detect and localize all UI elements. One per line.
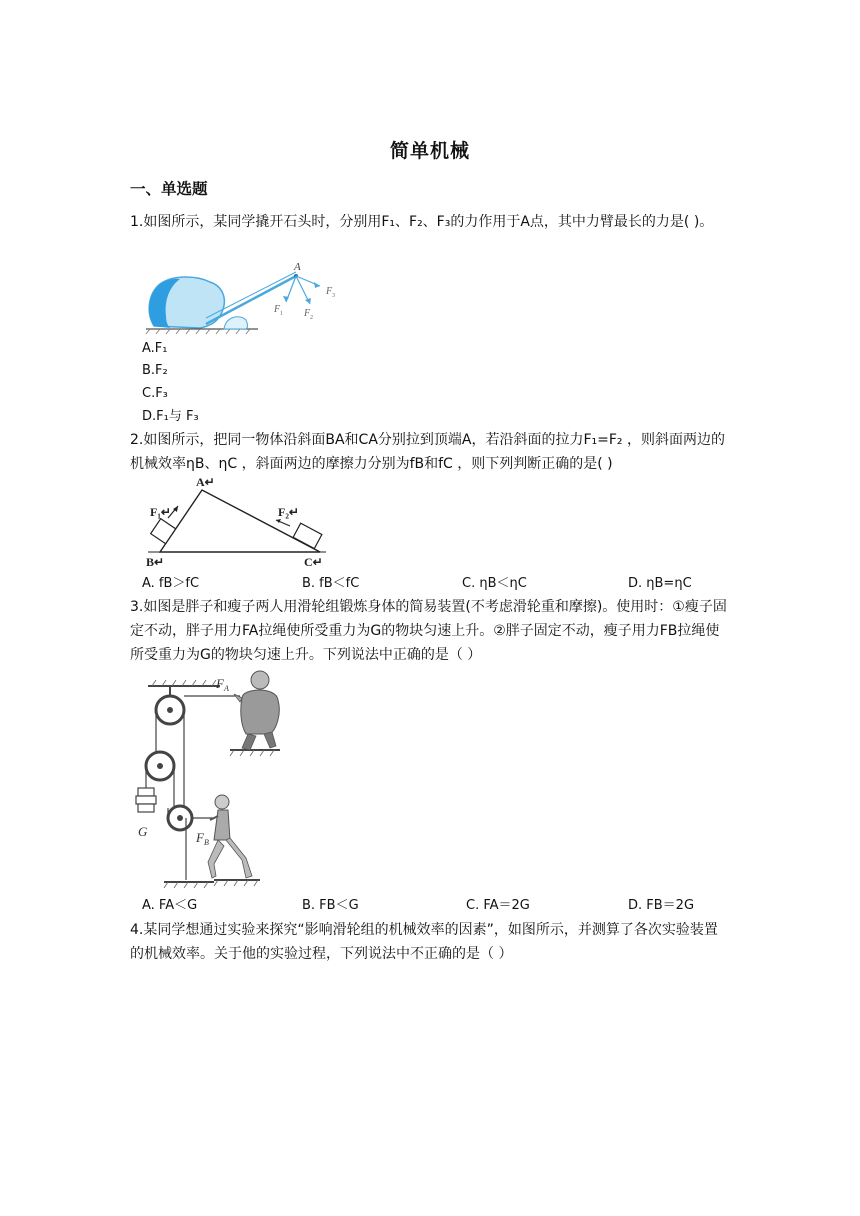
- q1-option-a: A.F₁: [142, 341, 168, 356]
- vertex-a-label: A↵: [196, 476, 215, 489]
- force-label-f3: F: [326, 286, 333, 297]
- force-label-f2: F: [304, 308, 311, 319]
- thin-person-figure: [208, 795, 252, 878]
- q2-option-a: A. fB＞fC: [142, 576, 200, 591]
- force-sub-f2: 2: [310, 315, 313, 321]
- question-2-stem: 2.如图所示，把同一物体沿斜面BA和CA分别拉到顶端A，若沿斜面的拉力F₁=F₂ ，则斜面两边的机械效率ηB、ηC ，斜面两边的摩擦力分别为fB和fC ，则下列判断正确的是( ): [130, 432, 725, 472]
- force-label-f1: F: [274, 304, 281, 315]
- q2-option-d: D. ηB=ηC: [628, 576, 692, 591]
- q1-option-c: C.F₃: [142, 386, 168, 401]
- force-sub-f3: 3: [332, 293, 335, 299]
- force-label-fb: F: [196, 830, 204, 845]
- force-sub-f1: 1: [280, 311, 283, 317]
- question-2-figure: [140, 476, 330, 570]
- question-3-figure: [130, 668, 290, 890]
- force-sub-fa: A: [224, 684, 229, 693]
- q3-option-c: C. FA＝2G: [466, 898, 530, 913]
- q1-option-b: B.F₂: [142, 363, 168, 378]
- q2-option-c: C. ηB＜ηC: [462, 576, 527, 591]
- point-a-label: A: [294, 261, 301, 273]
- question-1-stem: 1.如图所示，某同学撬开石头时，分别用F₁、F₂、F₃的力作用于A点，其中力臂最长的力是( )。: [130, 214, 714, 230]
- heavy-person-figure: [234, 671, 279, 750]
- q3-option-d: D. FB＝2G: [628, 898, 695, 913]
- vertex-c-label: C↵: [304, 555, 323, 569]
- question-1-figure: [140, 258, 360, 336]
- q3-option-b: B. FB＜G: [302, 898, 359, 913]
- force-label-f1: F₁↵: [150, 505, 171, 519]
- page-title: 简单机械: [389, 140, 470, 162]
- vertex-b-label: B↵: [146, 555, 165, 569]
- force-label-fa: F: [216, 676, 224, 691]
- force-label-f2: F₂↵: [278, 505, 299, 519]
- q1-option-d: D.F₁与 F₃: [142, 409, 199, 424]
- force-sub-fb: B: [204, 838, 209, 847]
- question-4-stem: 4.某同学想通过实验来探究“影响滑轮组的机械效率的因素”，如图所示，并测算了各次实验装置的机械效率。关于他的实验过程，下列说法中不正确的是（ ）: [130, 922, 718, 962]
- q2-option-b: B. fB＜fC: [302, 576, 360, 591]
- weight-label-g: G: [138, 824, 148, 839]
- question-3-stem: 3.如图是胖子和瘦子两人用滑轮组锻炼身体的简易装置(不考虑滑轮重和摩擦)。使用时：①瘦子固定不动，胖子用力FA拉绳使所受重力为G的物块匀速上升。②胖子固定不动，瘦子用力FB拉绳使所受重力为G的物块匀速上升。下列说法中正确的是（ ）: [130, 599, 727, 663]
- q3-option-a: A. FA＜G: [142, 898, 198, 913]
- section-heading: 一、单选题: [130, 180, 208, 198]
